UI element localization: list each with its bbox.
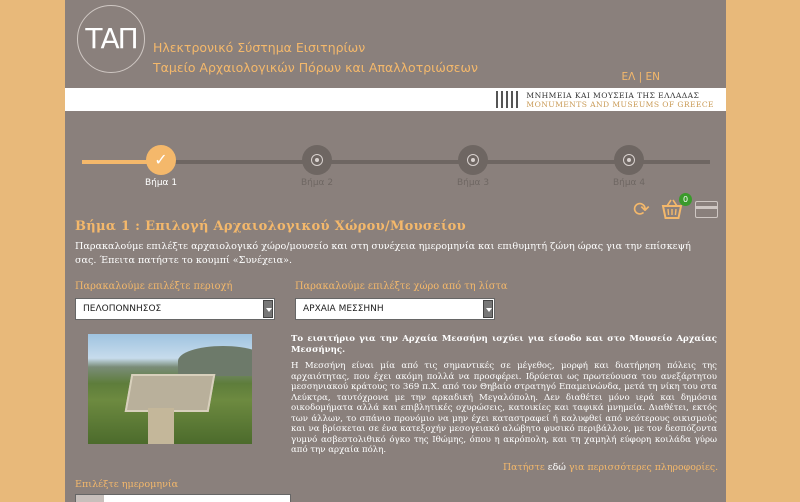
partner-band — [65, 88, 726, 111]
step-2 — [300, 145, 334, 188]
circle-dot-icon — [458, 145, 488, 175]
region-select-value: ΠΕΛΟΠΟΝΝΗΣΟΣ — [83, 304, 162, 314]
more-info: Πατήστε εδώ για περισσότερες πληροφορίες. — [503, 462, 719, 473]
credit-card-icon[interactable] — [695, 201, 718, 218]
header — [65, 0, 726, 88]
system-title — [153, 38, 478, 78]
language-switcher — [621, 71, 660, 83]
columns-icon — [496, 91, 520, 108]
lang-separator: | — [638, 71, 643, 83]
mmg-logo[interactable] — [496, 90, 714, 109]
site-description — [291, 334, 717, 462]
ticket-note: Το εισιτήριο για την Αρχαία Μεσσήνη ισχύει για είσοδο και στο Μουσείο Αρχαίας Μεσσήνης. — [291, 334, 717, 355]
tap-logo[interactable]: ΤΑΠ — [77, 5, 145, 73]
step-label: Βήμα 1 — [144, 178, 178, 188]
lang-en-link[interactable]: EN — [645, 71, 660, 83]
site-photo — [88, 334, 252, 444]
page-container — [65, 0, 726, 502]
check-icon: ✓ — [154, 150, 168, 169]
partner-line2: MONUMENTS AND MUSEUMS OF GREECE — [526, 99, 714, 109]
site-description-text: Η Μεσσήνη είναι μία από τις σημαντικές σε μέγεθος, μορφή και διατήρηση πόλεις της αρχαιότητας, που έχει ακόμη πολλά να προσφέρει. Ιδρύεται ως πρωτεύουσα του ανεξάρτητου μεσσηνιακού κράτους το 369 π.Χ. από τον Θηβαίο στρατηγό Επαμεινώνδα, μετά τη νίκη του στα Λεύκτρα, ταυτόχρονα με την αρκαδική Μεγαλόπολη. Δεν διαθέτει μόνο ιερά και δημόσια οικοδομήματα αλλά και επιβλητικές οχυρώσεις, κατοικίες και ταφικά μνημεία. Διαθέτει, εκτός των άλλων, το σπάνιο προνόμιο να μην έχει καταστραφεί ή καλυφθεί από νεότερους οικισμούς και να βρίσκεται σε ένα κατεξοχήν μεσογειακό αλώβητο φυσικό περιβάλλον, με τον δεσπόζοντα γυμνό ασβεστολιθικό όγκο της Ιθώμης, όπου η ακρόπολη, και τη χαμηλή εύφορη κοιλάδα γύρω από την αρχαία πόλη. — [291, 361, 717, 455]
cart-count-badge: 0 — [679, 193, 692, 206]
site-select-value: ΑΡΧΑΙΑ ΜΕΣΣΗΝΗ — [303, 304, 384, 314]
date-label: Επιλέξτε ημερομηνία — [75, 479, 179, 490]
chevron-down-icon — [263, 300, 273, 318]
chevron-down-icon — [483, 300, 493, 318]
step-4 — [612, 145, 646, 188]
system-title-line2: Ταμείο Αρχαιολογικών Πόρων και Απαλλοτριώσεων — [153, 60, 478, 75]
page-title: Βήμα 1 : Επιλογή Αρχαιολογικού Χώρου/Μουσείου — [75, 219, 466, 234]
step-label: Βήμα 2 — [300, 178, 334, 188]
site-select[interactable] — [295, 298, 495, 320]
step-progress — [82, 145, 710, 188]
step-1 — [144, 145, 178, 188]
region-label: Παρακαλούμε επιλέξτε περιοχή — [75, 281, 233, 292]
refresh-icon[interactable]: ⟳ — [633, 197, 650, 221]
step-label: Βήμα 3 — [456, 178, 490, 188]
step-3 — [456, 145, 490, 188]
partner-line1: ΜΝΗΜΕΙΑ ΚΑΙ ΜΟΥΣΕΙΑ ΤΗΣ ΕΛΛΑΔΑΣ — [526, 90, 700, 100]
site-label: Παρακαλούμε επιλέξτε χώρο από τη λίστα — [295, 281, 508, 292]
more-info-link[interactable]: εδώ — [547, 462, 566, 473]
circle-dot-icon — [614, 145, 644, 175]
region-select[interactable] — [75, 298, 275, 320]
step-label: Βήμα 4 — [612, 178, 646, 188]
intro-text: Παρακαλούμε επιλέξτε αρχαιολογικό χώρο/μουσείο και στη συνέχεια ημερομηνία και επιθυμητή ζώνη ώρας για την επίσκεψή σας. Έπειτα πατήστε το κουμπί «Συνέχεια». — [75, 241, 691, 266]
date-picker[interactable] — [75, 494, 291, 502]
system-title-line1: Ηλεκτρονικό Σύστημα Εισιτηρίων — [153, 40, 366, 55]
circle-dot-icon — [302, 145, 332, 175]
lang-el-link[interactable]: ΕΛ — [621, 71, 636, 83]
